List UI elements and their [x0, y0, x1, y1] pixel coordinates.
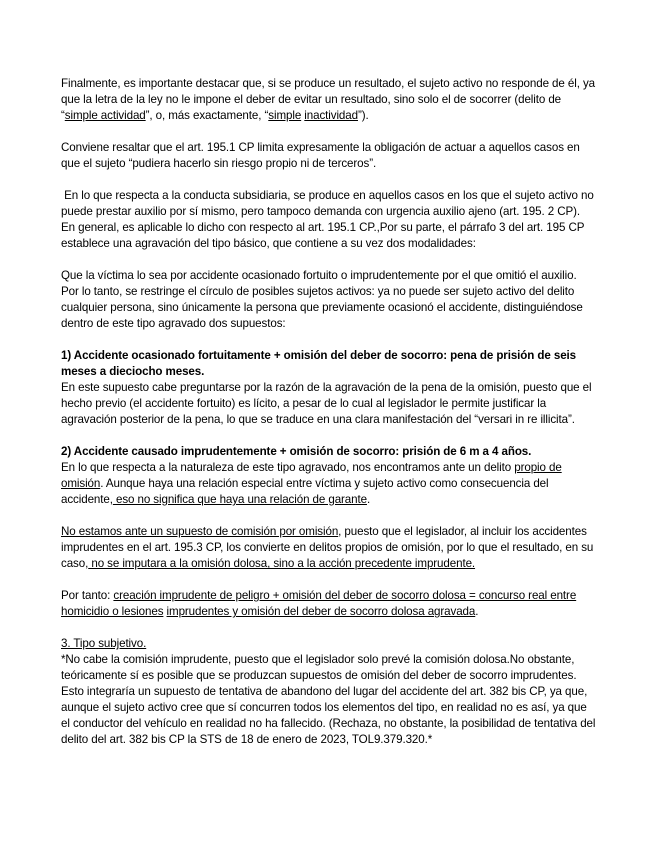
underlined-term: No estamos ante un supuesto de comisión por omisión: [61, 525, 339, 538]
underlined-term: no se imputara a la omisión dolosa, sino a la acción precedente imprudente.: [88, 557, 476, 570]
text: , puesto que el legislador, al incluir los accidentes imprudentes en el art. 195.3 CP, los convierte en delitos propios de omisión, por lo que el resultado, en su caso,: [61, 525, 594, 570]
section-1-heading: 1) Accidente ocasionado fortuitamente + omisión del deber de socorro: pena de prisión de seis meses a dieciocho meses.: [61, 349, 577, 378]
section-3-body: *No cabe la comisión imprudente, puesto que el legislador solo prevé la comisión dolosa.No obstante, teóricamente sí es posible que se produzcan supuestos de omisión del deber de socorro imprudentes. Esto integraría un supuesto de tentativa de abandono del lugar del accidente del art. 382 bis CP, ya que, aunque el sujeto activo cree que sí concurren todos los elementos del tipo, en realidad no es así, ya que el conductor del vehículo en realidad no ha fallecido. (Rechaza, no obstante, la posibilidad de tentativa del delito del art. 382 bis CP la STS de 18 de enero de 2023, TOL9.379.320.*: [61, 653, 596, 746]
text: ”, o, más exactamente, “: [145, 109, 269, 122]
section-2-body: [61, 460, 597, 508]
text: En lo que respecta a la naturaleza de este tipo agravado, nos encontramos ante un delito: [61, 461, 515, 474]
section-3-heading: 3. Tipo subjetivo.: [61, 637, 147, 650]
underlined-term: simple actividad: [64, 109, 146, 122]
underlined-term: simple: [268, 109, 302, 122]
underlined-term: inactividad: [304, 109, 358, 122]
paragraph-conducta-subsidiaria: En lo que respecta a la conducta subsidiaria, se produce en aquellos casos en los que el sujeto activo no puede prestar auxilio por sí mismo, pero tampoco demanda con urgencia auxilio ajeno (art. 195. 2 CP). En general, es aplicable lo dicho con respecto al art. 195.1 CP.,Por su parte, el párrafo 3 del art. 195 CP establece una agravación del tipo básico, que contiene a su vez dos modalidades:: [61, 189, 597, 250]
paragraph-no-estamos: [61, 524, 597, 572]
text: ”).: [357, 109, 369, 122]
paragraph-finalmente: [61, 76, 597, 124]
text: Por tanto:: [61, 589, 114, 602]
paragraph-conviene: Conviene resaltar que el art. 195.1 CP limita expresamente la obligación de actuar a aquellos casos en que el sujeto “pudiera hacerlo sin riesgo propio ni de terceros”.: [61, 141, 580, 170]
text: Finalmente, es importante destacar que, si se produce un resultado, el sujeto activo no responde de él, ya que la letra de la ley no le impone el deber de evitar un resultado, sino solo el de socorrer (delito de “: [61, 77, 595, 122]
text: .: [366, 493, 371, 506]
underlined-term: propio de omisión: [61, 461, 562, 490]
underlined-term: creación imprudente de peligro + omisión del deber de socorro dolosa = concurso real entre homicidio o lesiones: [61, 589, 577, 618]
underlined-term: imprudentes y omisión del deber de socorro dolosa agravada: [166, 605, 476, 618]
paragraph-victima: Que la víctima lo sea por accidente ocasionado fortuito o imprudentemente por el que omitió el auxilio. Por lo tanto, se restringe el círculo de posibles sujetos activos: ya no puede ser sujeto activo del delito cualquier persona, sino únicamente la persona que previamente ocasionó el accidente, distinguiéndose dentro de este tipo agravado dos supuestos:: [61, 269, 583, 330]
underlined-term: eso no significa que haya una relación de garante: [112, 493, 367, 506]
text: . Aunque haya una relación especial entre víctima y sujeto activo como consecuencia del accidente,: [61, 477, 549, 506]
section-2-heading: 2) Accidente causado imprudentemente + omisión de socorro: prisión de 6 m a 4 años.: [61, 445, 532, 458]
document-body: [61, 76, 597, 748]
section-1-body: En este supuesto cabe preguntarse por la razón de la agravación de la pena de la omisión, puesto que el hecho previo (el accidente fortuito) es lícito, a pesar de lo cual al legislador le permite justificar la agravación posterior de la pena, lo que se traduce en una clara manifestación del “versari in re illicita”.: [61, 381, 592, 426]
text: .: [475, 605, 479, 618]
paragraph-por-tanto: [61, 588, 597, 620]
